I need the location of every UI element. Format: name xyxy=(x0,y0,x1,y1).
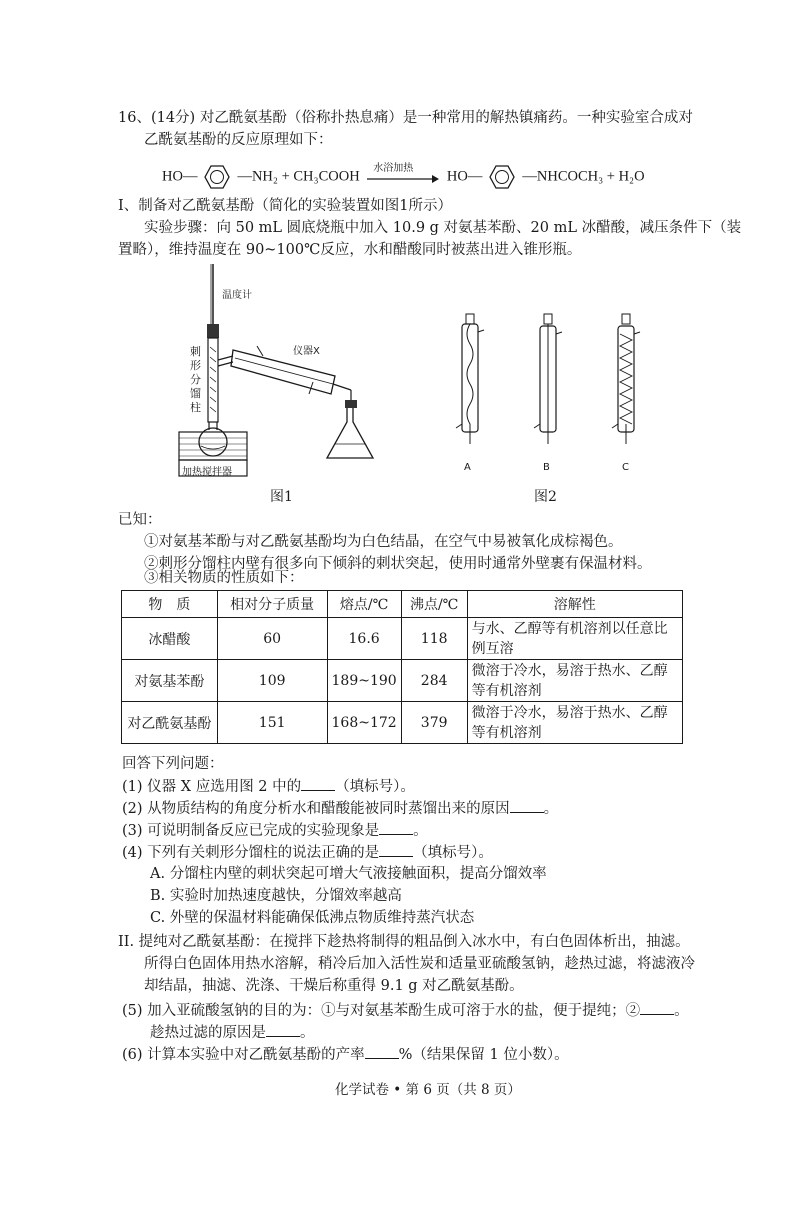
column-label-char: 分 xyxy=(190,373,201,386)
figure1-heater-label: 加热搅拌器 xyxy=(182,467,232,478)
arrow-icon xyxy=(363,167,443,187)
table-cell: 微溶于冷水，易溶于热水、乙醇等有机溶剂 xyxy=(467,660,682,702)
reaction-products-rest: —NHCOCH₃ + H₂O xyxy=(522,168,645,185)
known-item-1: ①对氨基苯酚与对乙酰氨基酚均为白色结晶，在空气中易被氧化成棕褐色。 xyxy=(144,534,623,550)
table-cell: 60 xyxy=(217,618,327,660)
conical-flask-icon xyxy=(327,408,373,458)
question-6-suffix: %（结果保留 1 位小数）。 xyxy=(398,1047,569,1063)
figure1-instrument-label: 仪器X xyxy=(293,346,320,357)
question-5b-suffix: 。 xyxy=(300,1025,315,1041)
table-header: 熔点/℃ xyxy=(327,591,401,618)
question-1-suffix: （填标号）。 xyxy=(335,779,415,795)
known-title: 已知： xyxy=(118,512,162,528)
question-5-text: (5) 加入亚硫酸氢钠的目的为：①与对氨基苯酚生成可溶于水的盐，便于提纯；② xyxy=(122,1003,641,1019)
part1-steps-line1: 实验步骤：向 50 mL 圆底烧瓶中加入 10.9 g 对氨基苯酚、20 mL 冰醋酸，减压条件下（装 xyxy=(144,220,742,236)
properties-table xyxy=(121,590,683,744)
benzene-ring-icon xyxy=(482,163,522,191)
question-5 xyxy=(122,1000,689,1021)
question-4-suffix: （填标号）。 xyxy=(413,845,493,861)
question-3-suffix: 。 xyxy=(413,823,428,839)
table-cell: 16.6 xyxy=(327,618,401,660)
table-cell: 118 xyxy=(401,618,467,660)
question-5-suffix: 。 xyxy=(674,1003,689,1019)
question-5b xyxy=(150,1022,315,1043)
table-header: 物 质 xyxy=(122,591,218,618)
reaction-condition: 水浴加热 xyxy=(373,163,414,174)
table-header: 沸点/℃ xyxy=(401,591,467,618)
part2-line1: II. 提纯对乙酰氨基酚：在搅拌下趁热将制得的粗品倒入冰水中，有白色固体析出，抽滤。 xyxy=(118,934,690,950)
figure2-label-a: A xyxy=(464,462,471,473)
question-6-text: (6) 计算本实验中对乙酰氨基酚的产率 xyxy=(122,1047,365,1063)
answer-blank[interactable] xyxy=(640,1000,674,1015)
column-label-char: 柱 xyxy=(190,401,201,414)
answer-blank[interactable] xyxy=(510,798,544,813)
question-3 xyxy=(122,820,428,841)
figure1-thermometer-label: 温度计 xyxy=(222,290,252,301)
question-1 xyxy=(122,776,415,797)
answer-blank[interactable] xyxy=(379,820,413,835)
table-header-row xyxy=(122,591,683,618)
benzene-ring-icon xyxy=(197,163,237,191)
reaction-reactants-rest: —NH₂ + CH₃COOH xyxy=(237,168,360,185)
table-cell: 379 xyxy=(401,702,467,744)
question-1-text: (1) 仪器 X 应选用图 2 中的 xyxy=(122,779,302,795)
figure1-column-label xyxy=(190,345,201,415)
page-footer: 化学试卷 • 第 6 页（共 8 页） xyxy=(335,1082,521,1098)
answer-blank[interactable] xyxy=(365,1044,399,1059)
known-item-3: ③相关物质的性质如下： xyxy=(144,570,304,586)
question-6 xyxy=(122,1044,569,1065)
question-4-option-a: A. 分馏柱内壁的刺状突起可增大气液接触面积，提高分馏效率 xyxy=(150,866,547,882)
condenser-a-icon xyxy=(456,314,484,444)
question-intro-line2: 乙酰氨基酚的反应原理如下： xyxy=(144,132,333,148)
figure1-caption: 图1 xyxy=(270,489,293,505)
table-cell: 151 xyxy=(217,702,327,744)
known-item-2: ②刺形分馏柱内壁有很多向下倾斜的刺状突起，使用时通常外壁裹有保温材料。 xyxy=(144,556,652,572)
figure2-label-b: B xyxy=(543,462,550,473)
table-cell: 284 xyxy=(401,660,467,702)
condenser-c-icon xyxy=(612,314,640,444)
figure2-caption: 图2 xyxy=(534,489,557,505)
question-4 xyxy=(122,842,493,863)
column-label-char: 刺 xyxy=(190,345,201,358)
part1-steps-line2: 置略），维持温度在 90~100℃反应，水和醋酸同时被蒸出进入锥形瓶。 xyxy=(118,242,582,258)
figure1-apparatus xyxy=(175,262,405,482)
table-cell: 189~190 xyxy=(327,660,401,702)
table-header: 溶解性 xyxy=(467,591,682,618)
table-row xyxy=(122,660,683,702)
part2-line3: 却结晶，抽滤、洗涤、干燥后称重得 9.1 g 对乙酰氨基酚。 xyxy=(144,978,524,994)
part1-title: I、制备对乙酰氨基酚（简化的实验装置如图1所示） xyxy=(118,198,452,214)
question-2-text: (2) 从物质结构的角度分析水和醋酸能被同时蒸馏出来的原因 xyxy=(122,801,510,817)
question-3-text: (3) 可说明制备反应已完成的实验现象是 xyxy=(122,823,380,839)
reaction-equation xyxy=(162,163,645,191)
answer-blank[interactable] xyxy=(379,842,413,857)
question-intro-line1: 16、(14分) 对乙酰氨基酚（俗称扑热息痛）是一种常用的解热镇痛药。一种实验室合成对 xyxy=(118,110,693,126)
answer-blank[interactable] xyxy=(301,776,335,791)
question-4-option-c: C. 外壁的保温材料能确保低沸点物质维持蒸汽状态 xyxy=(150,910,475,926)
table-cell: 对氨基苯酚 xyxy=(122,660,218,702)
question-2 xyxy=(122,798,558,819)
question-5b-text: 趁热过滤的原因是 xyxy=(150,1025,266,1041)
question-4-text: (4) 下列有关刺形分馏柱的说法正确的是 xyxy=(122,845,380,861)
table-cell: 109 xyxy=(217,660,327,702)
table-cell: 冰醋酸 xyxy=(122,618,218,660)
figure2-label-c: C xyxy=(622,462,629,473)
reaction-product-ho: HO— xyxy=(446,168,483,185)
questions-title: 回答下列问题： xyxy=(122,756,224,772)
column-label-char: 形 xyxy=(190,359,201,372)
table-cell: 与水、乙醇等有机溶剂以任意比例互溶 xyxy=(467,618,682,660)
table-cell: 微溶于冷水，易溶于热水、乙醇等有机溶剂 xyxy=(467,702,682,744)
table-row xyxy=(122,702,683,744)
condenser-b-icon xyxy=(534,314,562,444)
part2-line2: 所得白色固体用热水溶解，稍冷后加入活性炭和适量亚硫酸氢钠，趁热过滤，将滤液冷 xyxy=(144,956,695,972)
figure2-condensers xyxy=(450,312,650,462)
answer-blank[interactable] xyxy=(266,1022,300,1037)
question-4-option-b: B. 实验时加热速度越快，分馏效率越高 xyxy=(150,888,402,904)
table-row xyxy=(122,618,683,660)
reaction-reactant-ho: HO— xyxy=(162,168,198,185)
table-cell: 对乙酰氨基酚 xyxy=(122,702,218,744)
table-header: 相对分子质量 xyxy=(217,591,327,618)
question-2-suffix: 。 xyxy=(543,801,559,817)
reaction-arrow xyxy=(363,163,443,187)
column-label-char: 馏 xyxy=(190,387,201,400)
table-cell: 168~172 xyxy=(327,702,401,744)
